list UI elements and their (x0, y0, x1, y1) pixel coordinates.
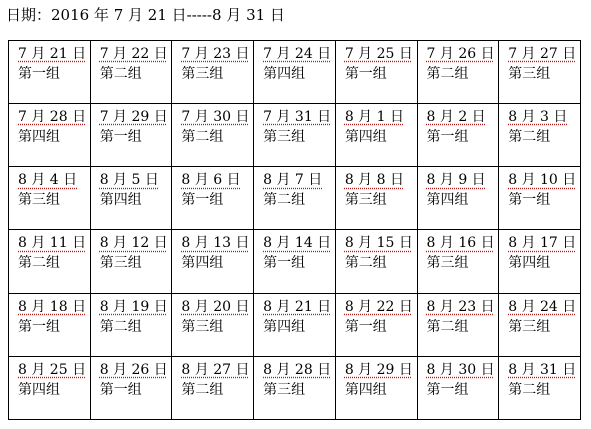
cell-group: 第二组 (508, 381, 551, 398)
cell-date: 7 月 24 日 (263, 46, 332, 62)
table-cell (417, 230, 499, 293)
table-cell (335, 230, 417, 293)
cell-date: 8 月 13 日 (181, 235, 250, 252)
table-cell (417, 293, 499, 356)
cell-date: 8 月 1 日 (344, 109, 404, 126)
cell-group: 第一组 (508, 192, 551, 209)
table-cell (9, 356, 91, 419)
table-cell (499, 230, 581, 293)
cell-group: 第四组 (99, 192, 142, 209)
rotation-schedule-table (8, 40, 581, 420)
cell-group: 第四组 (263, 66, 306, 82)
table-cell (254, 230, 336, 293)
cell-date: 7 月 23 日 (181, 46, 250, 62)
cell-date: 8 月 15 日 (344, 235, 413, 252)
cell-group: 第一组 (99, 381, 142, 398)
table-cell (172, 230, 254, 293)
cell-date: 8 月 18 日 (18, 298, 87, 315)
cell-date: 7 月 26 日 (426, 46, 495, 62)
cell-date: 8 月 2 日 (426, 109, 486, 126)
cell-group: 第二组 (508, 129, 551, 146)
cell-date: 8 月 22 日 (344, 298, 413, 315)
table-cell (254, 41, 336, 104)
cell-group: 第四组 (18, 129, 60, 146)
table-cell (9, 41, 91, 104)
cell-group: 第二组 (181, 129, 224, 146)
cell-date: 7 月 30 日 (181, 109, 250, 126)
cell-date: 8 月 5 日 (99, 172, 159, 189)
cell-group: 第一组 (426, 381, 469, 398)
table-cell (172, 293, 254, 356)
cell-group: 第二组 (99, 66, 142, 82)
cell-group: 第四组 (344, 129, 387, 146)
cell-group: 第三组 (181, 66, 224, 82)
cell-group: 第三组 (99, 255, 142, 272)
cell-date: 8 月 6 日 (181, 172, 241, 189)
cell-group: 第四组 (263, 318, 306, 335)
table-cell (254, 104, 336, 167)
cell-date: 8 月 16 日 (426, 235, 495, 252)
cell-group: 第二组 (344, 255, 387, 272)
cell-group: 第一组 (263, 255, 306, 272)
cell-group: 第一组 (99, 129, 142, 146)
cell-date: 7 月 27 日 (508, 46, 577, 62)
table-row (9, 167, 581, 230)
cell-date: 8 月 26 日 (99, 361, 168, 378)
table-cell (254, 293, 336, 356)
cell-group: 第四组 (344, 381, 387, 398)
table-cell (172, 356, 254, 419)
cell-date: 8 月 20 日 (181, 298, 250, 315)
table-cell (335, 356, 417, 419)
table-cell (90, 356, 172, 419)
table-cell (499, 293, 581, 356)
cell-date: 8 月 24 日 (508, 298, 577, 315)
cell-date: 8 月 28 日 (263, 361, 332, 378)
cell-group: 第三组 (344, 192, 387, 209)
cell-group: 第二组 (18, 255, 60, 272)
cell-group: 第二组 (263, 192, 306, 209)
table-cell (499, 104, 581, 167)
table-cell (90, 230, 172, 293)
cell-group: 第三组 (263, 381, 306, 398)
table-row (9, 356, 581, 419)
cell-date: 7 月 21 日 (18, 46, 87, 62)
cell-group: 第三组 (508, 318, 551, 335)
cell-date: 8 月 12 日 (99, 235, 168, 252)
cell-date: 8 月 21 日 (263, 298, 332, 315)
cell-date: 8 月 31 日 (508, 361, 577, 378)
cell-group: 第四组 (181, 255, 224, 272)
cell-date: 8 月 10 日 (508, 172, 577, 189)
table-cell (335, 104, 417, 167)
table-cell (9, 293, 91, 356)
table-cell (9, 167, 91, 230)
table-cell (254, 356, 336, 419)
table-cell (499, 41, 581, 104)
cell-group: 第三组 (181, 318, 224, 335)
cell-date: 8 月 14 日 (263, 235, 332, 252)
cell-group: 第四组 (426, 192, 469, 209)
table-row (9, 230, 581, 293)
cell-group: 第二组 (181, 381, 224, 398)
table-cell (499, 356, 581, 419)
cell-date: 8 月 29 日 (344, 361, 413, 378)
cell-group: 第三组 (508, 66, 551, 82)
table-cell (417, 104, 499, 167)
cell-date: 8 月 3 日 (508, 109, 568, 126)
cell-date: 8 月 19 日 (99, 298, 168, 315)
table-cell (335, 41, 417, 104)
table-row (9, 41, 581, 104)
table-cell (172, 104, 254, 167)
cell-date: 7 月 28 日 (18, 109, 87, 126)
table-cell (417, 167, 499, 230)
table-cell (90, 41, 172, 104)
cell-group: 第一组 (181, 192, 224, 209)
cell-group: 第二组 (99, 318, 142, 335)
cell-date: 8 月 17 日 (508, 235, 577, 252)
cell-date: 8 月 27 日 (181, 361, 250, 378)
cell-group: 第一组 (18, 66, 60, 82)
table-cell (90, 293, 172, 356)
cell-group: 第一组 (18, 318, 60, 335)
cell-date: 8 月 4 日 (18, 172, 78, 189)
table-cell (9, 104, 91, 167)
cell-group: 第一组 (344, 66, 387, 82)
table-cell (417, 41, 499, 104)
table-cell (172, 167, 254, 230)
cell-group: 第二组 (426, 66, 469, 82)
cell-date: 8 月 7 日 (263, 172, 323, 189)
cell-group: 第一组 (426, 129, 469, 146)
cell-date: 8 月 8 日 (344, 172, 404, 189)
cell-date: 8 月 25 日 (18, 361, 87, 378)
table-cell (90, 104, 172, 167)
cell-date: 8 月 30 日 (426, 361, 495, 378)
table-cell (254, 167, 336, 230)
table-row (9, 104, 581, 167)
cell-group: 第二组 (426, 318, 469, 335)
cell-date: 8 月 11 日 (18, 235, 87, 252)
table-cell (417, 356, 499, 419)
table-cell (172, 41, 254, 104)
date-range-header: 日期：2016 年 7 月 21 日-----8 月 31 日 (6, 6, 285, 24)
cell-date: 8 月 9 日 (426, 172, 486, 189)
cell-group: 第四组 (18, 381, 60, 398)
cell-date: 7 月 22 日 (99, 46, 168, 62)
table-cell (90, 167, 172, 230)
table-row (9, 293, 581, 356)
table-cell (499, 167, 581, 230)
table-cell (335, 167, 417, 230)
table-cell (9, 230, 91, 293)
cell-group: 第三组 (263, 129, 306, 146)
cell-group: 第三组 (18, 192, 60, 209)
cell-date: 8 月 23 日 (426, 298, 495, 315)
cell-group: 第四组 (508, 255, 551, 272)
cell-group: 第一组 (344, 318, 387, 335)
table-cell (335, 293, 417, 356)
cell-date: 7 月 29 日 (99, 109, 168, 126)
cell-date: 7 月 31 日 (263, 109, 332, 126)
cell-group: 第三组 (426, 255, 469, 272)
cell-date: 7 月 25 日 (344, 46, 413, 62)
